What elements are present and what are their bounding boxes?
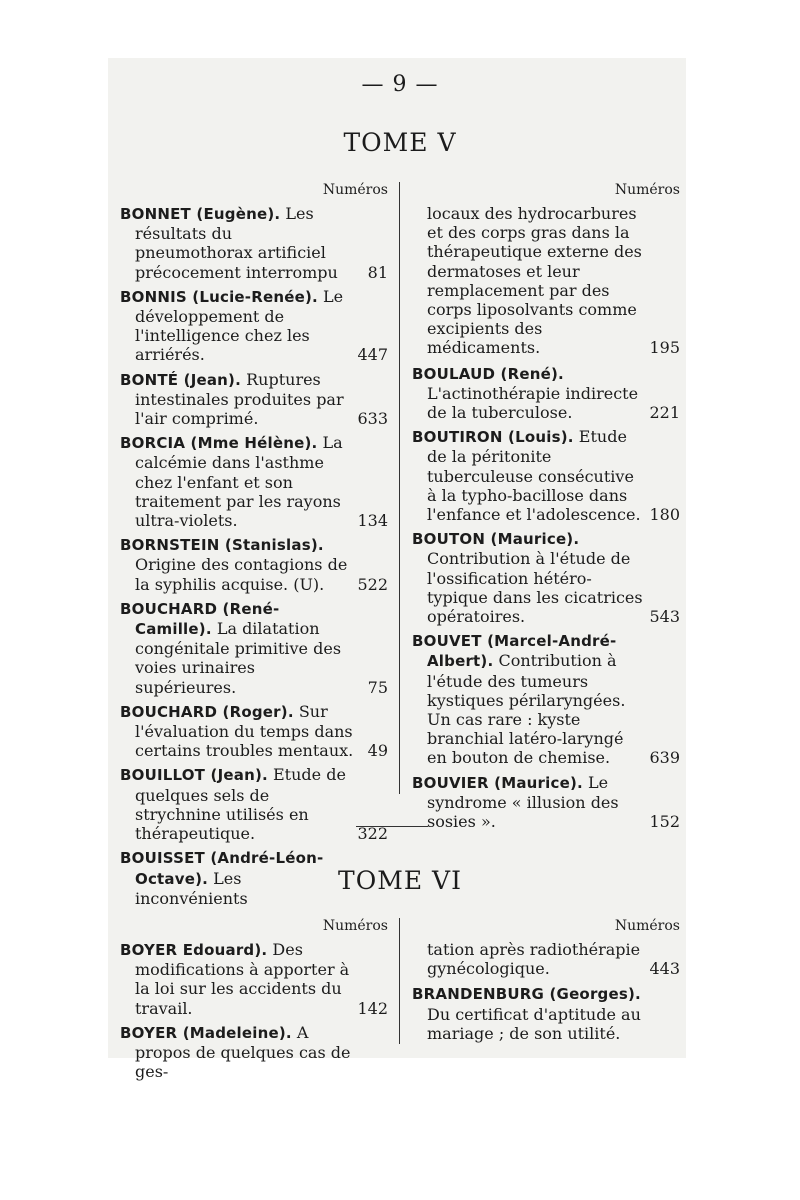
author-name: BOUISSET (André-Léon-Octave). xyxy=(120,849,324,888)
author-name: BOUILLOT (Jean). xyxy=(120,766,268,785)
entry-number: 152 xyxy=(649,812,680,832)
page-number: — 9 — xyxy=(361,72,439,97)
entry-number: 49 xyxy=(367,741,388,761)
author-name: BORNSTEIN (Stanislas). xyxy=(120,536,324,555)
entry-text: Ruptures intestinales produites par l'air comprimé. xyxy=(135,369,344,429)
tome-v-right-header: Numéros xyxy=(614,182,680,198)
entry-text: Du certificat d'aptitude au mariage ; de son utilité. xyxy=(427,1004,641,1043)
entry-text: Le développement de l'intelligence chez les arriérés. xyxy=(135,286,344,365)
author-name: BOUTON (Maurice). xyxy=(412,530,580,549)
section-separator xyxy=(356,826,428,827)
index-entry xyxy=(120,287,388,365)
entry-text: Etude de quelques sels de strychnine utilisés en thérapeutique. xyxy=(135,765,346,844)
index-entry xyxy=(120,765,388,843)
author-name: BONTÉ (Jean). xyxy=(120,370,242,389)
entry-text: Etude de la péritonite tuberculeuse consécutive à la typho-bacillose dans l'enfance et l'adolescence. xyxy=(427,427,641,525)
author-name: BRANDENBURG (Georges). xyxy=(412,985,641,1004)
author-name: BOYER Edouard). xyxy=(120,941,268,959)
author-name: BOUCHARD (Roger). xyxy=(120,702,294,721)
index-entry xyxy=(412,984,680,1043)
entry-number: 443 xyxy=(649,959,680,979)
entry-text: Les résultats du pneumothorax artificiel précocement interrompu xyxy=(135,204,338,282)
entry-number: 180 xyxy=(649,505,680,525)
author-name: BOYER (Madeleine). xyxy=(120,1023,292,1042)
entry-number: 221 xyxy=(649,403,680,423)
entry-text: Contribution à l'étude des tumeurs kystiques périlaryngées. Un cas rare : kyste branchial latéro-laryngé en bouton de chemise. xyxy=(427,651,626,768)
author-name: BORCIA (Mme Hélène). xyxy=(120,434,318,453)
entry-text: Contribution à l'étude de l'ossification hétéro-typique dans les cicatrices opératoires. xyxy=(427,549,643,627)
author-name: BOUCHARD (René-Camille). xyxy=(120,599,280,639)
tome-v-title: TOME V xyxy=(343,128,457,157)
index-entry xyxy=(412,529,680,626)
entry-text: Sur l'évaluation du temps dans certains troubles mentaux. xyxy=(135,701,354,761)
entry-number: 639 xyxy=(649,748,680,768)
entry-number: 522 xyxy=(357,574,388,594)
entry-text: tation après radiothérapie gynécologique. xyxy=(427,940,641,979)
tome-vi-left-header: Numéros xyxy=(322,918,388,934)
entry-number: 447 xyxy=(357,345,388,365)
entry-number: 81 xyxy=(367,262,388,282)
index-entry xyxy=(120,702,388,761)
tome-v-right-column xyxy=(412,204,680,836)
index-entry xyxy=(412,364,680,423)
author-name: BOUVIER (Maurice). xyxy=(412,773,583,792)
index-entry xyxy=(120,535,388,594)
author-name: BOUVET (Marcel-André-Albert). xyxy=(412,632,617,671)
index-entry xyxy=(412,773,680,832)
index-entry xyxy=(120,204,388,282)
index-entry xyxy=(120,433,388,530)
author-name: BOULAUD (René). xyxy=(412,364,564,383)
tome-v-left-header: Numéros xyxy=(322,182,388,198)
entry-number: 195 xyxy=(649,338,680,358)
index-entry xyxy=(412,427,680,524)
index-entry xyxy=(412,631,680,767)
index-entry xyxy=(120,370,388,429)
entry-text: locaux des hydrocarbures et des corps gras dans la thérapeutique externe des dermatoses et leur remplacement par des corps liposolvants comme excipients des médicaments. xyxy=(427,204,642,358)
entry-text: Origine des contagions de la syphilis acquise. (U). xyxy=(135,555,348,594)
entry-text: Des modifications à apporter à la loi sur les accidents du travail. xyxy=(135,940,350,1018)
index-entry xyxy=(120,940,388,1018)
tome-vi-title: TOME VI xyxy=(338,866,462,895)
continued-entry xyxy=(412,940,680,978)
author-name: BONNET (Eugène). xyxy=(120,205,281,223)
entry-number: 134 xyxy=(357,511,388,531)
tome-vi-right-header: Numéros xyxy=(614,918,680,934)
entry-text: L'actinothérapie indirecte de la tuberculose. xyxy=(427,383,639,423)
entry-text: A propos de quelques cas de ges- xyxy=(135,1022,351,1082)
entry-number: 633 xyxy=(357,409,388,429)
entry-text: Le syndrome « illusion des sosies ». xyxy=(427,772,619,832)
tome-vi-left-column xyxy=(120,940,388,1086)
entry-number: 322 xyxy=(357,824,388,844)
index-entry xyxy=(120,599,388,697)
continued-entry xyxy=(412,204,680,358)
author-name: BONNIS (Lucie-Renée). xyxy=(120,287,318,306)
entry-text: La dilatation congénitale primitive des voies urinaires supérieures. xyxy=(135,619,342,697)
entry-text: La calcémie dans l'asthme chez l'enfant et son traitement par les rayons ultra-violets. xyxy=(135,433,343,531)
author-name: BOUTIRON (Louis). xyxy=(412,428,574,447)
column-divider xyxy=(399,918,400,1044)
index-entry xyxy=(120,1023,388,1082)
entry-number: 543 xyxy=(649,607,680,627)
tome-vi-right-column xyxy=(412,940,680,1048)
column-divider xyxy=(399,182,400,794)
entry-number: 142 xyxy=(357,998,388,1018)
entry-text: Les inconvénients xyxy=(135,868,248,908)
entry-number: 75 xyxy=(367,677,388,697)
tome-v-left-column xyxy=(120,204,388,913)
